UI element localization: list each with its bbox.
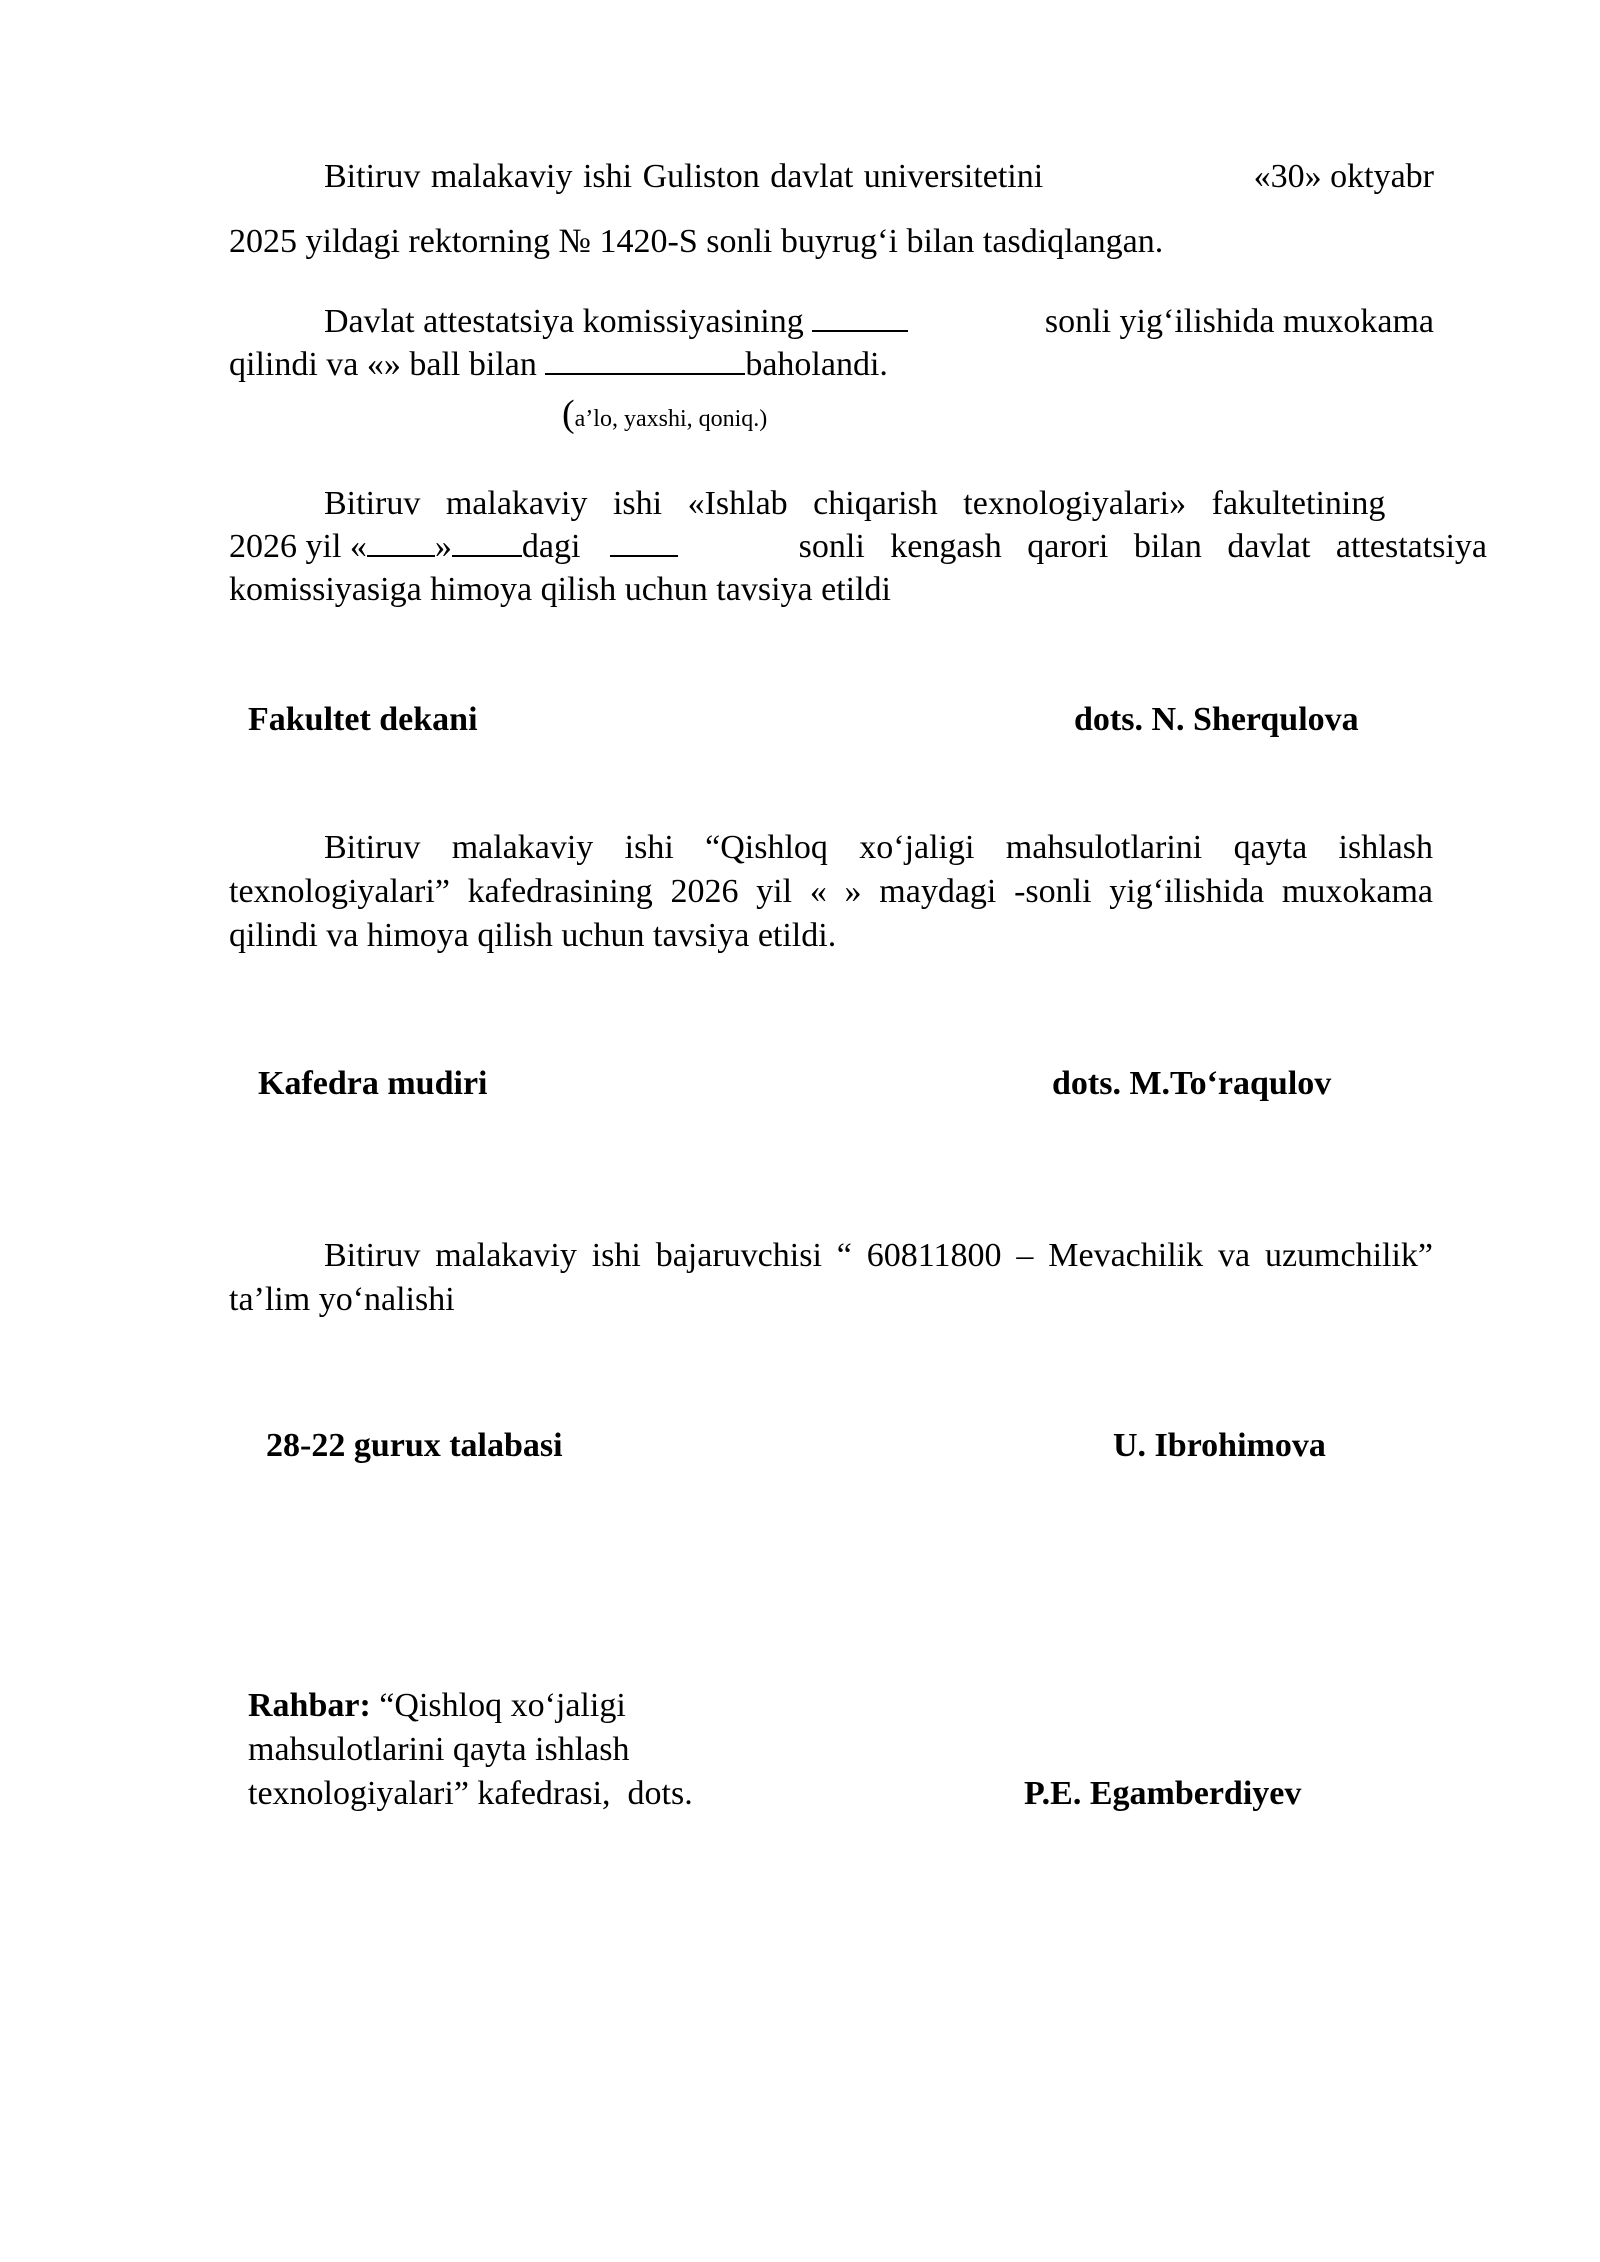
- faculty-line-3: komissiyasiga himoya qilish uchun tavsiya etildi: [229, 571, 891, 608]
- supervisor-label: Rahbar:: [248, 1687, 371, 1724]
- approval-line-1: [324, 155, 1434, 199]
- approval-line-2: 2025 yildagi rektorning № 1420-S sonli buyrug‘i bilan tasdiqlangan.: [229, 223, 1164, 260]
- grade-blank: [545, 345, 745, 375]
- attestation-text-c: qilindi va «» ball bilan: [229, 346, 546, 383]
- meeting-number-blank: [812, 302, 908, 332]
- supervisor-line-1-text: “Qishloq xo‘jaligi: [370, 1687, 626, 1724]
- attestation-text-d: baholandi.: [745, 346, 888, 383]
- supervisor-line-3: texnologiyalari” kafedrasi, dots.: [248, 1775, 693, 1812]
- approval-line-1-text: Bitiruv malakaviy ishi Guliston davlat universitetini: [324, 158, 1044, 195]
- head-of-department-name: dots. M.To‘raqulov: [1052, 1065, 1332, 1102]
- grade-hint: [562, 392, 767, 441]
- head-of-department-role: Kafedra mudiri: [258, 1065, 488, 1102]
- student-name: U. Ibrohimova: [1113, 1427, 1326, 1464]
- department-paragraph: Bitiruv malakaviy ishi “Qishloq xo‘jaligi mahsulotlarini qayta ishlash texnologiyalari” kafedrasining 2026 yil « » maydagi -sonli yig‘ilishida muxokama qilindi va himoya qilish uchun tavsiya etildi.: [229, 829, 1433, 954]
- supervisor-name: P.E. Egamberdiyev: [1024, 1775, 1302, 1812]
- council-number-blank: [610, 527, 678, 557]
- day-blank: [367, 527, 435, 557]
- dean-name: dots. N. Sherqulova: [1074, 701, 1359, 738]
- approval-date: «30» oktyabr: [1253, 158, 1434, 195]
- faculty-line-2: [229, 525, 1487, 569]
- dean-role: Fakultet dekani: [248, 701, 478, 738]
- faculty-line-1: Bitiruv malakaviy ishi «Ishlab chiqarish texnologiyalari» fakultetining: [324, 485, 1386, 522]
- student-role: 28-22 gurux talabasi: [266, 1427, 563, 1464]
- faculty-date-open: 2026 yil «: [229, 528, 367, 565]
- faculty-date-close: »: [434, 528, 452, 565]
- grade-hint-paren: (: [562, 393, 575, 435]
- attestation-text-b: sonli yig‘ilishida muxokama: [1044, 303, 1434, 340]
- attestation-line-2: [229, 343, 888, 387]
- supervisor-line-1: [248, 1684, 848, 1728]
- attestation-text-a: Davlat attestatsiya komissiyasining: [324, 303, 813, 340]
- month-blank: [452, 527, 522, 557]
- faculty-text-b4: sonli kengash qarori bilan davlat attestatsiya: [798, 528, 1487, 565]
- attestation-line-1: [324, 300, 1434, 344]
- faculty-dagi: dagi: [521, 528, 581, 565]
- executor-paragraph: Bitiruv malakaviy ishi bajaruvchisi “ 60811800 – Mevachilik va uzumchilik” ta’lim yo‘nalishi: [229, 1237, 1433, 1318]
- supervisor-line-2: mahsulotlarini qayta ishlash: [248, 1731, 630, 1768]
- grade-hint-text: a’lo, yaxshi, qoniq.): [574, 406, 768, 432]
- supervisor-block: [248, 1684, 848, 1816]
